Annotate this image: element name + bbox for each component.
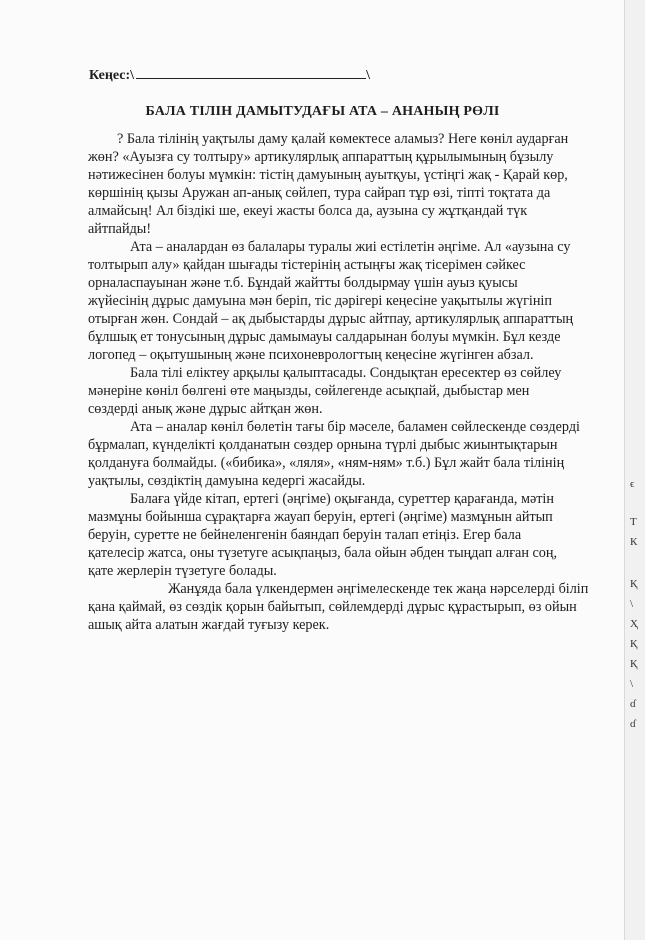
adjacent-page-fragment: ɗ bbox=[630, 718, 636, 730]
adjacent-page-fragment: К bbox=[630, 536, 638, 548]
adjacent-page-fragment: Қ bbox=[630, 658, 638, 670]
text-line: ? Бала тілінің уақтылы даму қалай көмектесе аламыз? Неге көніл аударған bbox=[117, 131, 569, 147]
advice-header bbox=[89, 68, 370, 84]
text-line: алмайсың! Ал біздікі ше, екеуі жасты болса да, аузына су жұтқандай түк bbox=[88, 203, 528, 219]
text-line: нәтижесінен болуы мүмкін: тістің дамуының ауытқуы, үстіңгі жақ - Қарай көр, bbox=[88, 167, 568, 183]
text-line: қателесір жатса, оны түзетуге асықпаңыз, бала ойын әбден тыңдап алған соң, bbox=[88, 545, 557, 561]
advice-suffix: \ bbox=[366, 68, 370, 83]
adjacent-page-fragment: Ҳ bbox=[630, 618, 638, 630]
adjacent-page-fragment: ɗ bbox=[630, 698, 636, 710]
text-line: қолдануға болмайды. («бибика», «ляля», «ням-ням» т.б.) Бұл жайт бала тілінің bbox=[88, 455, 565, 471]
text-line: орналаспауынан және т.б. Бұндай жайтты болдырмау үшін ауыз қуысы bbox=[88, 275, 518, 291]
text-line: қате жерлерін түзетуге болады. bbox=[88, 563, 277, 579]
text-line: Жанұяда бала үлкендермен әңгімелескенде тек жаңа нәрселерді біліп bbox=[168, 581, 589, 597]
text-line: қана қаймай, өз сөздік қорын байытып, сөйлемдерді дұрыс құрастырып, өз ойын bbox=[88, 599, 577, 615]
text-line: сөздерді анық және дұрыс айтқан жөн. bbox=[88, 401, 323, 417]
text-line: мазмұны бойынша сұрақтарға жауап беруін, ертегі (әңгіме) мазмұнын айтып bbox=[88, 509, 553, 525]
text-line: уақтылы, сөздіктің дамуына кедергі жасайды. bbox=[88, 473, 366, 489]
text-line: бұрмалап, күнделікті қолданатын сөздер орнына түрлі дыбыс жиынтықтарын bbox=[88, 437, 558, 453]
adjacent-page-fragment: Т bbox=[630, 516, 637, 528]
text-line: бұлшық ет тонусының дұрыс дамымауы салдарынан болуы мүмкін. Бұл кезде bbox=[88, 329, 561, 345]
text-line: мәнеріне көніл бөлгені өте маңызды, сөйлегенде асықпай, дыбыстар мен bbox=[88, 383, 530, 399]
text-line: жөн? «Ауызға су толтыру» артикулярлық аппараттың құрылымының бұзылу bbox=[88, 149, 554, 165]
adjacent-page-fragment: Қ bbox=[630, 578, 638, 590]
adjacent-page-fragment: Қ bbox=[630, 638, 638, 650]
text-line: айтпайды! bbox=[88, 221, 152, 237]
document-title: БАЛА ТІЛІН ДАМЫТУДАҒЫ АТА – АНАНЫҢ РӨЛІ bbox=[145, 104, 500, 119]
advice-label: Кеңес:\ bbox=[89, 68, 135, 83]
text-line: отырған жөн. Сондай – ақ дыбыстарды дұрыс айтпау, артикулярлық аппараттың bbox=[88, 311, 574, 327]
adjacent-page-fragment: ϵ bbox=[630, 478, 635, 490]
text-line: жүйесінің дұрыс дамуына мән беріп, тіс дәрігері кеңесіне уақытылы жүгініп bbox=[88, 293, 552, 309]
text-line: логопед – оқытушының және психоневрологтың кеңесіне жүгінген абзал. bbox=[88, 347, 534, 363]
advice-fill-line bbox=[136, 68, 366, 79]
text-line: Бала тілі еліктеу арқылы қалыптасады. Сондықтан ересектер өз сөйлеу bbox=[130, 365, 562, 381]
text-line: ашық айта алатын жағдай туғызу керек. bbox=[88, 617, 330, 633]
adjacent-page-edge bbox=[624, 0, 645, 940]
text-line: Балаға үйде кітап, ертегі (әңгіме) оқығанда, суреттер қарағанда, мәтін bbox=[130, 491, 554, 507]
text-line: беруін, суретте не бейнеленгенін баяндап беруін талап етіңіз. Егер бала bbox=[88, 527, 522, 543]
text-line: көршінің қызы Аружан ап-анық сөйлеп, тура сайрап тұр өзі, тіпті тоқтата да bbox=[88, 185, 551, 201]
text-line: толтырып алу» қайдан шығады тістерінің астыңғы жақ тісерімен сәйкес bbox=[88, 257, 526, 273]
adjacent-page-fragment: \ bbox=[630, 598, 634, 610]
adjacent-page-fragment: \ bbox=[630, 678, 634, 690]
text-line: Ата – аналардан өз балалары туралы жиі естілетін әңгіме. Ал «аузына су bbox=[130, 239, 571, 255]
text-line: Ата – аналар көніл бөлетін тағы бір мәселе, баламен сөйлескенде сөздерді bbox=[130, 419, 580, 435]
